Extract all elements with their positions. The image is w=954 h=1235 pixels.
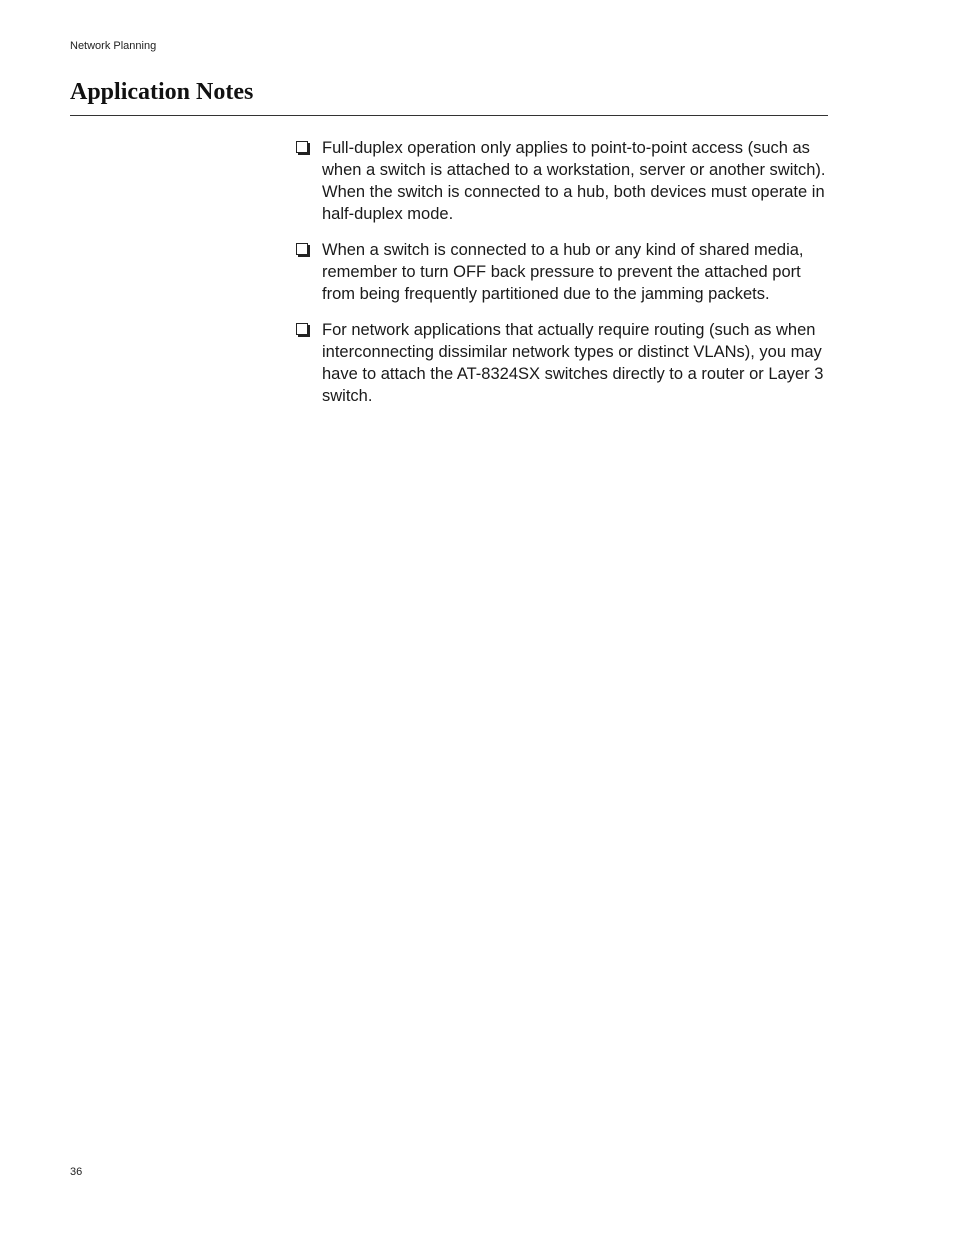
list-item	[295, 239, 835, 305]
running-header: Network Planning	[70, 40, 157, 52]
section-title: Application Notes	[70, 79, 254, 105]
application-notes-list	[295, 137, 835, 421]
checkbox-icon	[296, 243, 308, 255]
checkbox-icon	[296, 141, 308, 153]
note-text: For network applications that actually require routing (such as when interconnecting dissimilar network types or distinct VLANs), you may have to attach the AT-8324SX switches directly to a router or Layer 3 switch.	[322, 321, 824, 405]
note-text: When a switch is connected to a hub or any kind of shared media, remember to turn OFF back pressure to prevent the attached port from being frequently partitioned due to the jamming packets.	[322, 241, 804, 303]
list-item	[295, 137, 835, 225]
note-text: Full-duplex operation only applies to point-to-point access (such as when a switch is attached to a workstation, server or another switch). When the switch is connected to a hub, both devices must operate in half-duplex mode.	[322, 139, 826, 223]
title-divider	[70, 115, 828, 116]
checkbox-icon	[296, 323, 308, 335]
list-item	[295, 319, 835, 407]
page-number: 36	[70, 1166, 83, 1178]
